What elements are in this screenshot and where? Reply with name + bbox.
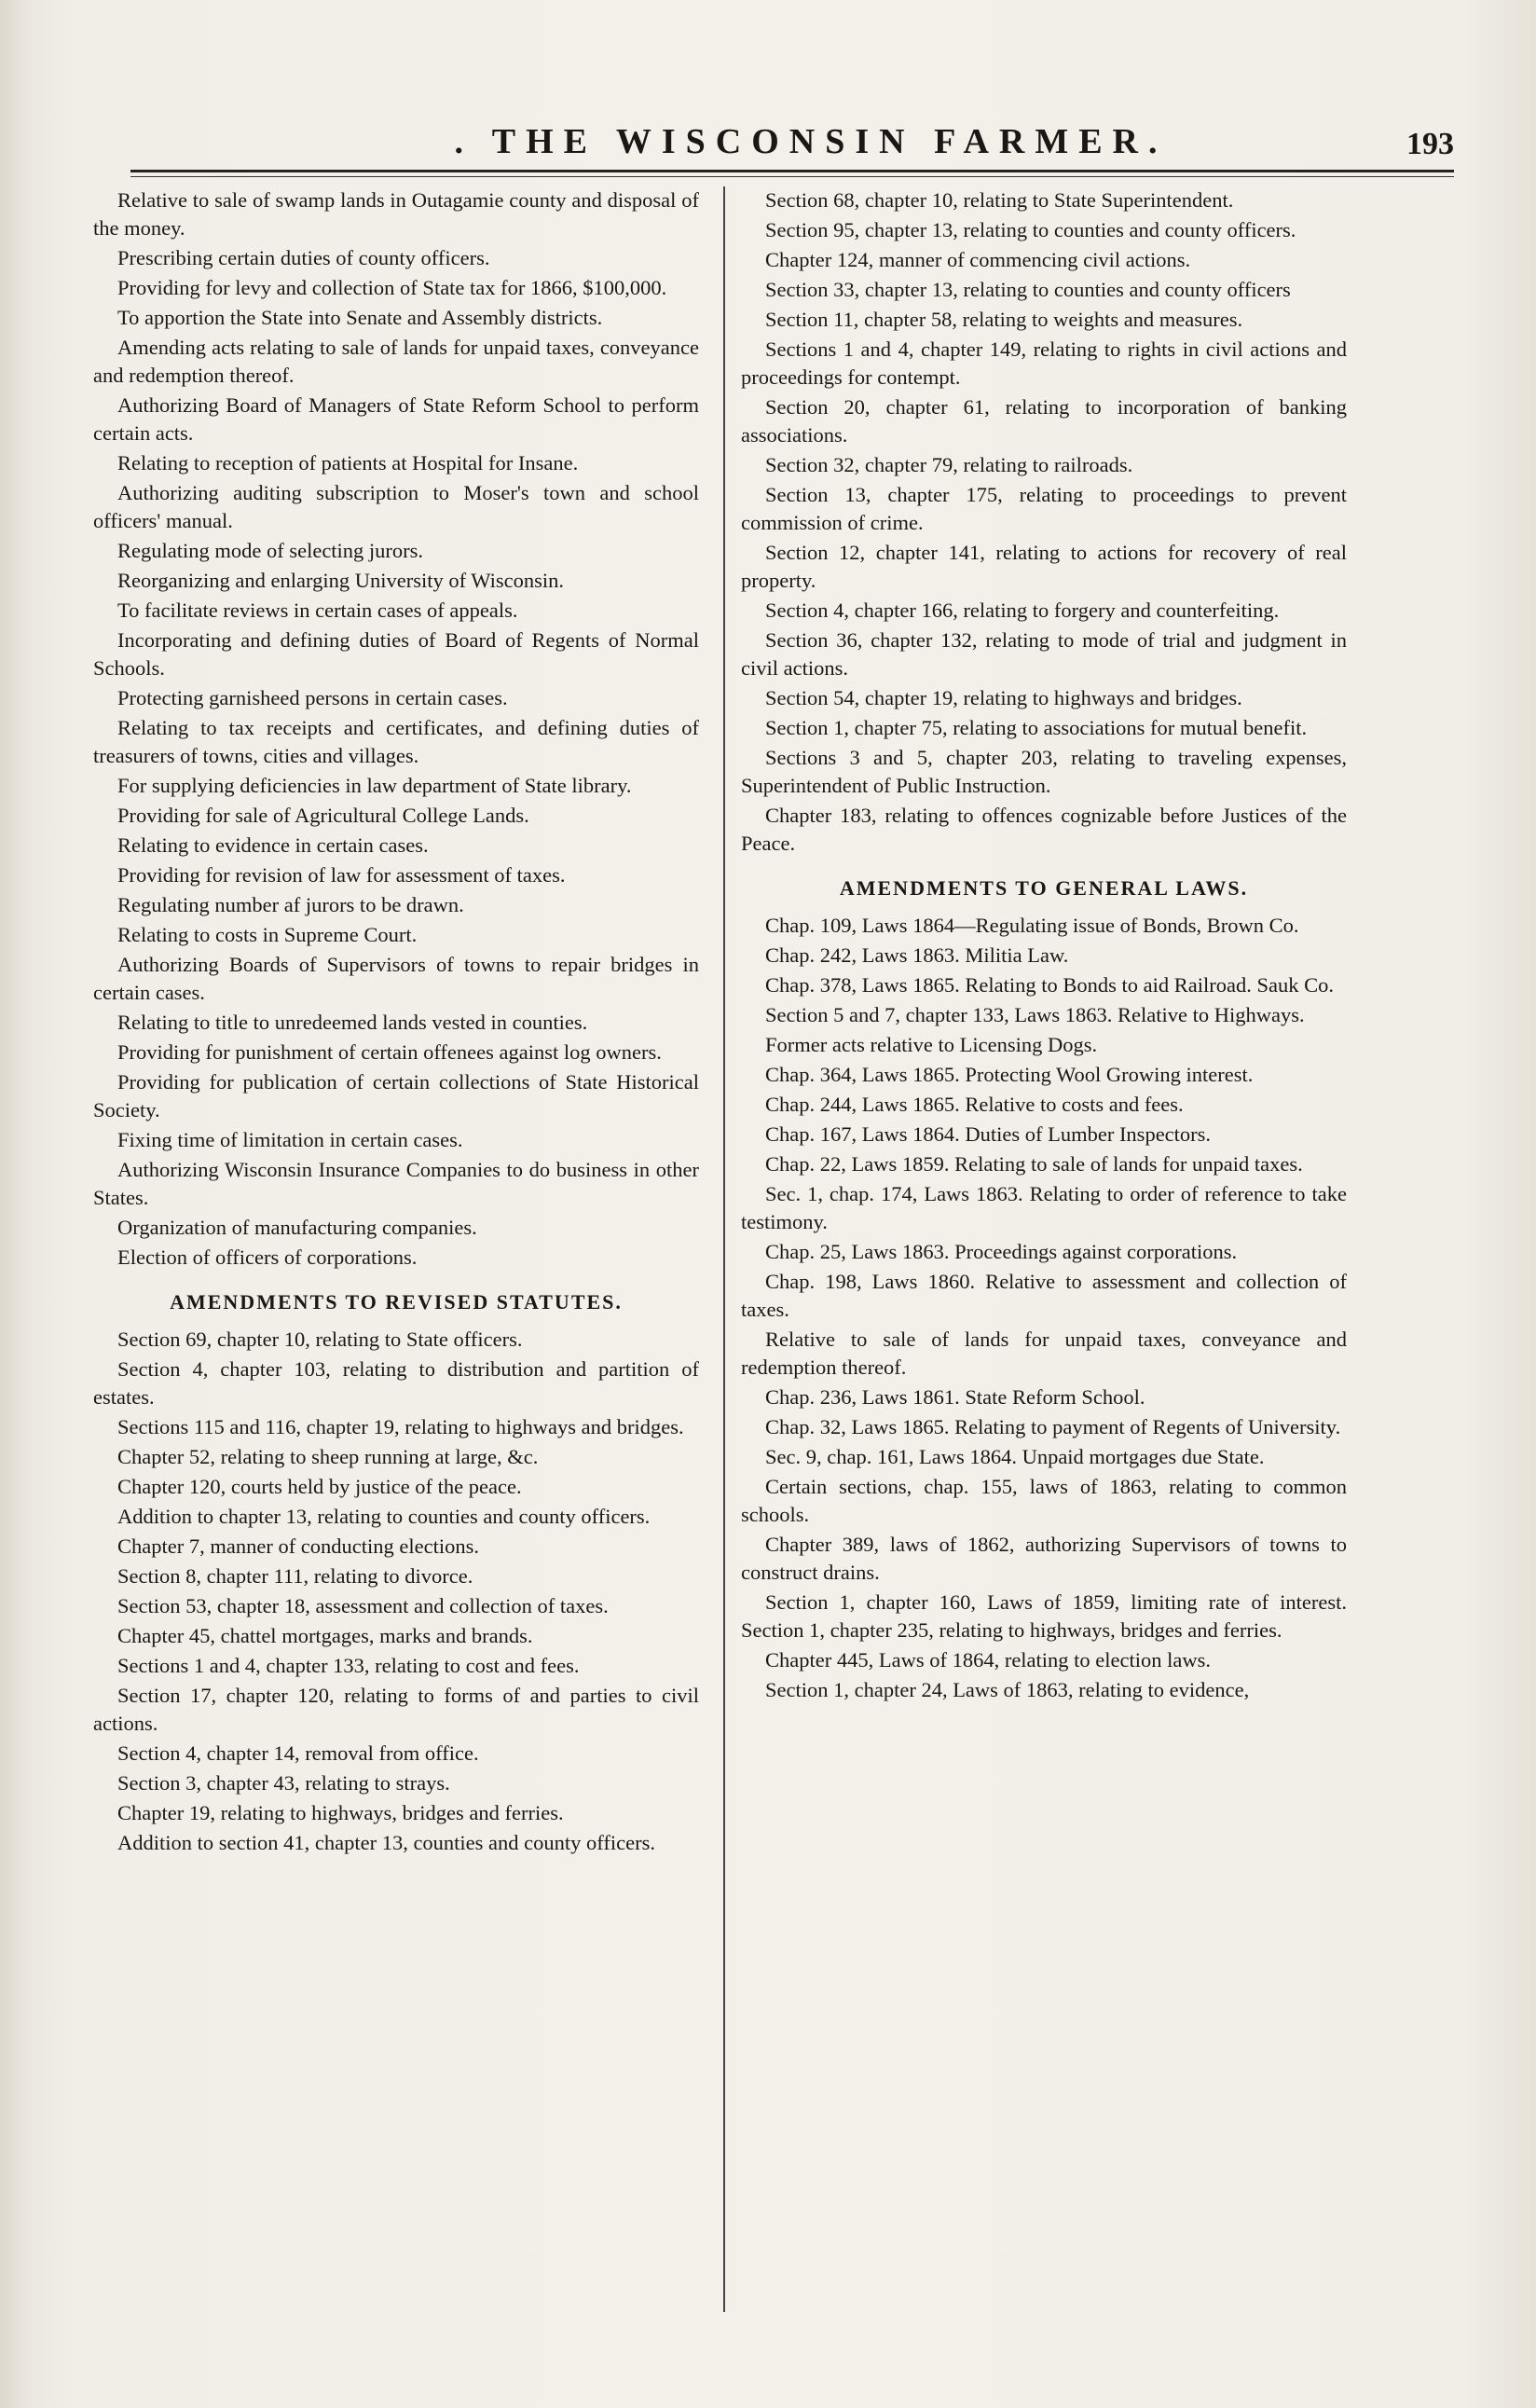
law-entry: Relating to title to unredeemed lands vested in counties.	[117, 1011, 588, 1034]
law-entry: Chap. 32, Laws 1865. Relating to payment of Regents of University.	[765, 1415, 1341, 1438]
law-entry: Section 1, chapter 75, relating to associations for mutual benefit.	[765, 716, 1308, 739]
law-entry: Section 1, chapter 24, Laws of 1863, relating to evidence,	[765, 1678, 1250, 1701]
law-entry: Section 17, chapter 120, relating to forms of and parties to civil actions.	[93, 1684, 699, 1735]
law-entry: Authorizing Boards of Supervisors of towns to repair bridges in certain cases.	[93, 953, 699, 1004]
law-entry: Sections 1 and 4, chapter 133, relating to cost and fees.	[117, 1654, 580, 1677]
law-entry: Chapter 45, chattel mortgages, marks and brands.	[117, 1624, 533, 1647]
page-header	[130, 121, 1454, 177]
law-entry: Chapter 124, manner of commencing civil actions.	[765, 248, 1191, 271]
law-entry: Relating to evidence in certain cases.	[117, 833, 429, 857]
law-entry: Relative to sale of lands for unpaid taxes, conveyance and redemption thereof.	[741, 1328, 1347, 1379]
law-entry: Addition to section 41, chapter 13, counties and county officers.	[117, 1831, 655, 1854]
law-entry: Sec. 9, chap. 161, Laws 1864. Unpaid mortgages due State.	[765, 1445, 1265, 1468]
law-entry: To apportion the State into Senate and Assembly districts.	[117, 306, 603, 329]
law-entry: Chap. 167, Laws 1864. Duties of Lumber Inspectors.	[765, 1122, 1212, 1146]
law-entry: Section 69, chapter 10, relating to State officers.	[117, 1328, 523, 1351]
right-entries-bottom	[741, 912, 1347, 1704]
law-entry: Section 4, chapter 103, relating to distribution and partition of estates.	[93, 1357, 699, 1409]
law-entry: Chapter 19, relating to highways, bridges and ferries.	[117, 1801, 564, 1824]
law-entry: Chap. 242, Laws 1863. Militia Law.	[765, 943, 1069, 967]
left-column	[93, 186, 699, 1859]
right-entries-top	[741, 186, 1347, 858]
law-entry: Certain sections, chap. 155, laws of 1863, relating to common schools.	[741, 1475, 1347, 1526]
law-entry: Section 1, chapter 160, Laws of 1859, limiting rate of interest. Section 1, chapter 235, relating to highways, bridges and ferries.	[741, 1590, 1347, 1642]
law-entry: Chapter 389, laws of 1862, authorizing Supervisors of towns to construct drains.	[741, 1533, 1347, 1584]
law-entry: Regulating number af jurors to be drawn.	[117, 893, 464, 916]
law-entry: Chap. 109, Laws 1864—Regulating issue of Bonds, Brown Co.	[765, 914, 1299, 937]
law-entry: Chap. 244, Laws 1865. Relative to costs and fees.	[765, 1093, 1184, 1116]
left-entries-top	[93, 186, 699, 1272]
page-number: 193	[1406, 127, 1454, 161]
law-entry: Section 54, chapter 19, relating to highways and bridges.	[765, 686, 1242, 709]
running-title: . THE WISCONSIN FARMER.	[454, 122, 1168, 161]
law-entry: Section 11, chapter 58, relating to weights and measures.	[765, 308, 1243, 331]
law-entry: Chap. 22, Laws 1859. Relating to sale of lands for unpaid taxes.	[765, 1152, 1303, 1176]
law-entry: Providing for publication of certain collections of State Historical Society.	[93, 1070, 699, 1121]
law-entry: Providing for levy and collection of State tax for 1866, $100,000.	[117, 276, 667, 299]
law-entry: Prescribing certain duties of county officers.	[117, 246, 490, 269]
law-entry: Chapter 52, relating to sheep running at large, &c.	[117, 1445, 539, 1468]
law-entry: Section 8, chapter 111, relating to divorce.	[117, 1564, 473, 1588]
right-column	[741, 186, 1347, 1706]
header-rule-thin	[130, 176, 1454, 177]
law-entry: Chapter 120, courts held by justice of the peace.	[117, 1475, 522, 1498]
law-entry: Providing for sale of Agricultural College Lands.	[117, 804, 529, 827]
law-entry: Section 68, chapter 10, relating to State Superintendent.	[765, 188, 1234, 212]
law-entry: Chap. 25, Laws 1863. Proceedings against corporations.	[765, 1240, 1238, 1263]
law-entry: Section 95, chapter 13, relating to counties and county officers.	[765, 218, 1296, 241]
law-entry: Sections 3 and 5, chapter 203, relating to traveling expenses, Superintendent of Public Instruction.	[741, 746, 1347, 797]
law-entry: Incorporating and defining duties of Board of Regents of Normal Schools.	[93, 628, 699, 680]
law-entry: Reorganizing and enlarging University of Wisconsin.	[117, 569, 565, 592]
law-entry: Section 36, chapter 132, relating to mode of trial and judgment in civil actions.	[741, 628, 1347, 680]
law-entry: Sec. 1, chap. 174, Laws 1863. Relating to order of reference to take testimony.	[741, 1182, 1347, 1233]
law-entry: Relative to sale of swamp lands in Outagamie county and disposal of the money.	[93, 188, 699, 240]
law-entry: Former acts relative to Licensing Dogs.	[765, 1033, 1098, 1056]
law-entry: Section 32, chapter 79, relating to railroads.	[765, 453, 1133, 476]
law-entry: For supplying deficiencies in law department of State library.	[117, 774, 632, 797]
law-entry: Chap. 378, Laws 1865. Relating to Bonds to aid Railroad. Sauk Co.	[765, 973, 1334, 997]
law-entry: Sections 115 and 116, chapter 19, relating to highways and bridges.	[117, 1415, 684, 1438]
law-entry: Providing for punishment of certain offenees against log owners.	[117, 1040, 662, 1064]
law-entry: Section 33, chapter 13, relating to counties and county officers	[765, 278, 1291, 301]
law-entry: Providing for revision of law for assessment of taxes.	[117, 863, 566, 887]
header-rule-thick	[130, 170, 1454, 172]
law-entry: Section 4, chapter 166, relating to forgery and counterfeiting.	[765, 599, 1280, 622]
law-entry: Section 3, chapter 43, relating to strays.	[117, 1771, 450, 1795]
law-entry: Authorizing Board of Managers of State Reform School to perform certain acts.	[93, 393, 699, 445]
column-divider	[723, 186, 725, 2312]
law-entry: Addition to chapter 13, relating to counties and county officers.	[117, 1505, 651, 1528]
law-entry: Section 13, chapter 175, relating to proceedings to prevent commission of crime.	[741, 483, 1347, 534]
law-entry: Section 5 and 7, chapter 133, Laws 1863. Relative to Highways.	[765, 1003, 1305, 1026]
law-entry: Authorizing Wisconsin Insurance Companies to do business in other States.	[93, 1158, 699, 1209]
law-entry: Relating to costs in Supreme Court.	[117, 923, 418, 946]
law-entry: Chap. 236, Laws 1861. State Reform School.	[765, 1385, 1145, 1409]
law-entry: Chap. 364, Laws 1865. Protecting Wool Growing interest.	[765, 1063, 1254, 1086]
law-entry: Regulating mode of selecting jurors.	[117, 539, 424, 562]
law-entry: Chap. 198, Laws 1860. Relative to assessment and collection of taxes.	[741, 1270, 1347, 1321]
law-entry: Amending acts relating to sale of lands for unpaid taxes, conveyance and redemption thereof.	[93, 336, 699, 387]
law-entry: Relating to reception of patients at Hospital for Insane.	[117, 451, 579, 475]
law-entry: To facilitate reviews in certain cases of appeals.	[117, 599, 518, 622]
law-entry: Section 20, chapter 61, relating to incorporation of banking associations.	[741, 395, 1347, 447]
law-entry: Section 12, chapter 141, relating to actions for recovery of real property.	[741, 541, 1347, 592]
left-entries-bottom	[93, 1326, 699, 1857]
law-entry: Protecting garnisheed persons in certain cases.	[117, 686, 508, 709]
law-entry: Authorizing auditing subscription to Moser's town and school officers' manual.	[93, 481, 699, 532]
law-entry: Relating to tax receipts and certificates, and defining duties of treasurers of towns, cities and villages.	[93, 716, 699, 767]
revised-statutes-heading: AMENDMENTS TO REVISED STATUTES.	[170, 1290, 623, 1314]
law-entry: Election of officers of corporations.	[117, 1245, 418, 1269]
law-entry: Chapter 183, relating to offences cognizable before Justices of the Peace.	[741, 804, 1347, 855]
law-entry: Chapter 7, manner of conducting elections.	[117, 1534, 480, 1558]
law-entry: Section 4, chapter 14, removal from office.	[117, 1741, 479, 1765]
general-laws-heading: AMENDMENTS TO GENERAL LAWS.	[839, 876, 1249, 900]
law-entry: Chapter 445, Laws of 1864, relating to election laws.	[765, 1648, 1212, 1672]
law-entry: Section 53, chapter 18, assessment and collection of taxes.	[117, 1594, 609, 1617]
law-entry: Sections 1 and 4, chapter 149, relating to rights in civil actions and proceedings for contempt.	[741, 337, 1347, 389]
law-entry: Fixing time of limitation in certain cases.	[117, 1128, 463, 1151]
law-entry: Organization of manufacturing companies.	[117, 1216, 477, 1239]
